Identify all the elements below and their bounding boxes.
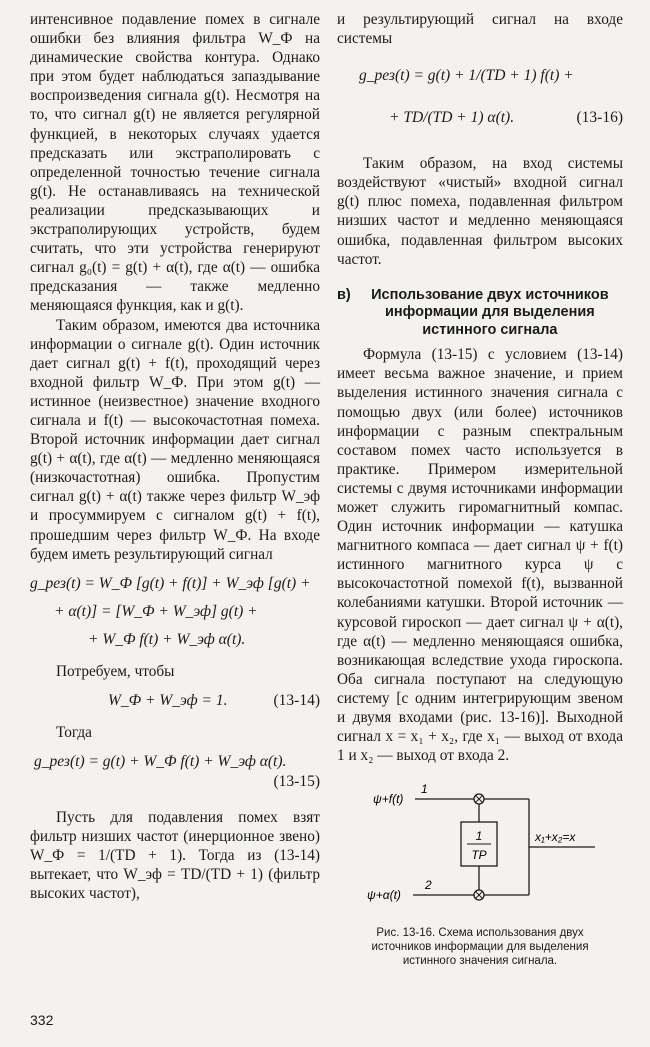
figure-caption: Рис. 13-16. Схема использования двух источников информации для выделения истинного значения сигнала. <box>371 927 589 968</box>
left-column <box>30 10 320 903</box>
equation-number-13-15: (13-15) <box>273 772 320 790</box>
formula-line-2: + α(t)] = [W_Ф + W_эф] g(t) + <box>54 602 258 620</box>
integrator-numerator: 1 <box>475 829 483 844</box>
formula-13-14 <box>30 691 320 711</box>
formula-13-15 <box>30 752 320 792</box>
section-letter: в) <box>337 286 351 303</box>
formula-13-16-line-2: + TD/(TD + 1) α(t). <box>389 109 515 127</box>
left-paragraph-2: Таким образом, имеются два источника информации о сигнале g(t). Один источник дает сигнал g(t) + f(t), проходящий через входной фильтр W_Ф. При этом g(t) — истинное (неизвестное) значение входного сигнала и f(t) — высокочастотная помеха. Второй источник информации дает сигнал g(t) + α(t), где α(t) — медленно меняющаяся (низкочастотная) ошибка. Пропустим сигнал g(t) + α(t) также через фильтр W_эф и просуммируем с сигналом g(t) + f(t), прошедшим через фильтр W_Ф. На входе будем иметь результирующий сигнал <box>30 316 320 563</box>
formula-line-1: g_рез(t) = W_Ф [g(t) + f(t)] + W_эф [g(t) + <box>30 574 311 592</box>
page-number: 332 <box>30 1012 54 1028</box>
figure-input-1-number: 1 <box>421 782 428 797</box>
figure-diagram <box>337 779 623 919</box>
section-heading <box>337 287 623 340</box>
formula-13-14-body: W_Ф + W_эф = 1. <box>108 691 228 709</box>
figure-input-2-number: 2 <box>425 878 432 893</box>
formula-g-res-expanded <box>30 574 320 650</box>
formula-13-16-row-2 <box>337 108 623 128</box>
equation-number-13-14: (13-14) <box>273 691 320 709</box>
formula-13-16 <box>337 66 623 128</box>
right-paragraph-3: Формула (13-15) с условием (13-14) имеет весьма важное значение, и прием выделения истинного значения сигнала с помощью двух (или более) источников информации с разным спектральным составом помех часто используется в практике. Примером измерительной системы с двумя источниками информации может служить гиромагнитный компас. Один источник информации — катушка магнитного компаса — дает сигнал ψ + f(t) истинного магнитного курса ψ с высокочастотной помехой f(t), вызванной колебаниями катушки. Второй источник — курсовой гироскоп — дает сигнал ψ + α(t), где α(t) — медленно меняющаяся ошибка, возникающая вследствие ухода гироскопа. Оба сигнала поступают на следующую систему [с одним интегрирующим звеном и двумя входами (рис. 13-16)]. Выходной сигнал x = x₁ + x₂, где x₁ — выход от входа 1 и x₂ — выход от входа 2. <box>337 346 623 765</box>
integrator-denominator: TP <box>471 848 487 863</box>
right-paragraph-2: Таким образом, на вход системы воздействуют «чистый» входной сигнал g(t) плюс помеха, подавленная фильтром низших частот и медленно меняющаяся ошибка, подавленная фильтром высоких частот. <box>337 155 623 268</box>
figure-13-16 <box>337 779 623 968</box>
equation-number-13-16: (13-16) <box>576 109 623 127</box>
left-paragraph-4: Тогда <box>56 723 92 741</box>
figure-input-2-label: ψ+α(t) <box>367 888 401 903</box>
left-paragraph-3: Потребуем, чтобы <box>56 662 175 680</box>
figure-input-1-label: ψ+f(t) <box>373 792 404 807</box>
section-title: Использование двух источников информации для выделения истинного сигнала <box>371 286 609 338</box>
right-paragraph-1: и результирующий сигнал на входе системы <box>337 11 623 48</box>
right-column <box>337 10 623 968</box>
figure-output-label: x₁+x₂=x <box>535 830 576 845</box>
left-paragraph-5: Пусть для подавления помех взят фильтр низших частот (инерционное звено) W_Ф = 1/(TD + 1). Тогда из (13-14) вытекает, что W_эф = TD/(TD + 1) (фильтр высоких частот), <box>30 808 320 903</box>
left-paragraph-1: интенсивное подавление помех в сигнале ошибки без влияния фильтра W_Ф на динамические свойства контура. Однако при этом будет наблюдаться запаздывание воспроизведения сигнала g(t). Несмотря на то, что сигнал g(t) не является регулярной функцией, в некоторых случаях удается предсказать или экстраполировать с определенной точностью течение сигнала g(t). Не останавливаясь на технической реализации предсказывающих и экстраполирующих устройств, будем считать, что эти устройства генерируют сигнал g₀(t) = g(t) + α(t), где α(t) — ошибка предсказания — также медленно меняющаяся функция, как и g(t). <box>30 11 320 315</box>
formula-line-3: + W_Ф f(t) + W_эф α(t). <box>88 630 246 648</box>
formula-13-16-line-1: g_рез(t) = g(t) + 1/(TD + 1) f(t) + <box>359 67 574 85</box>
formula-13-15-body: g_рез(t) = g(t) + W_Ф f(t) + W_эф α(t). <box>34 752 287 770</box>
